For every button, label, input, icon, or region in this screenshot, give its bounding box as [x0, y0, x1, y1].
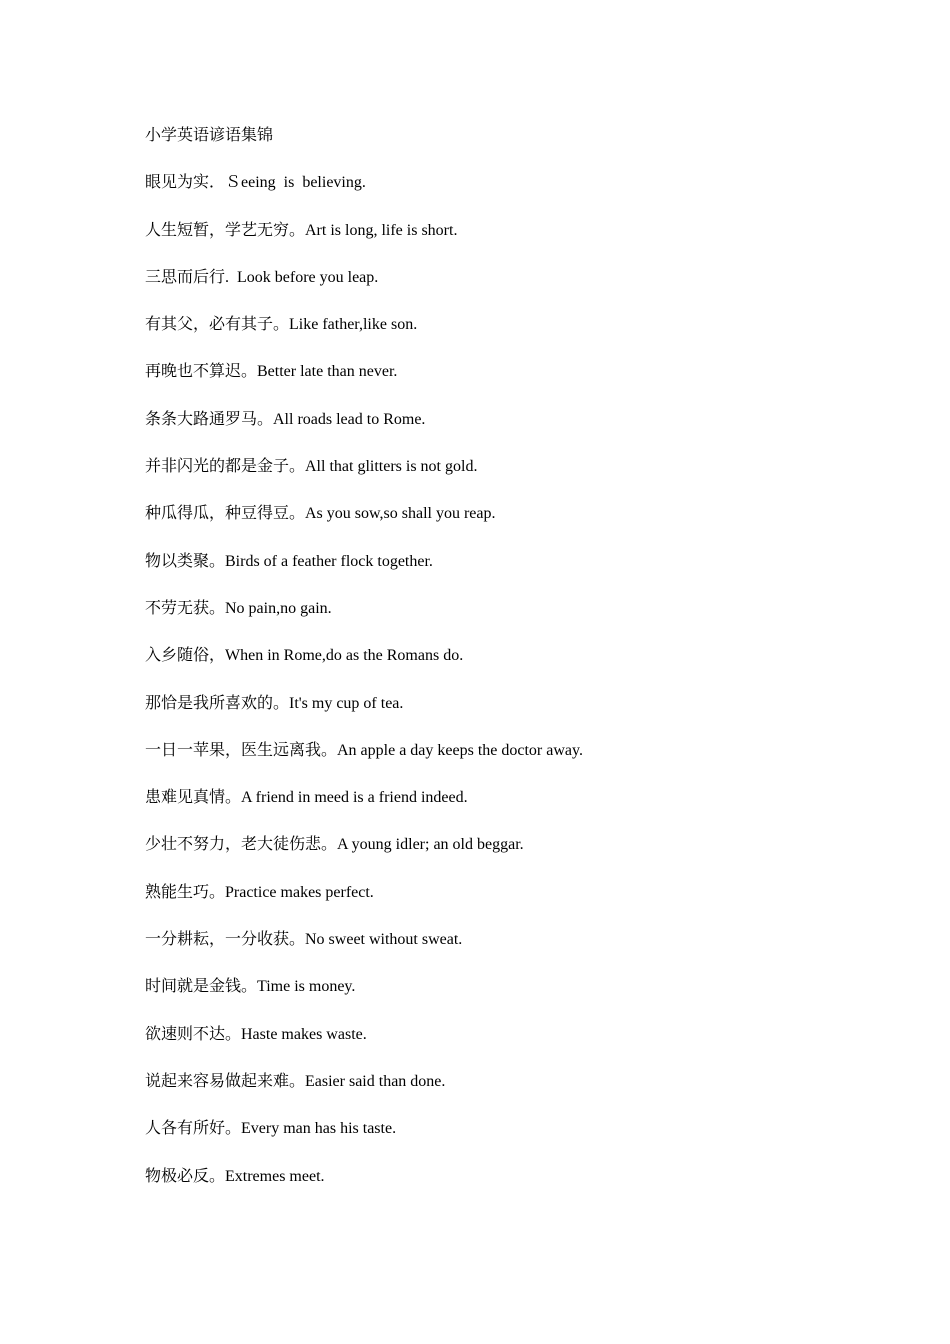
proverb-line-18: 时间就是金钱。Time is money. [145, 978, 356, 996]
proverb-line-20: 说起来容易做起来难。Easier said than done. [145, 1072, 446, 1090]
proverb-line-5: 再晚也不算迟。Better late than never. [145, 363, 398, 381]
proverb-line-6: 条条大路通罗马。All roads lead to Rome. [145, 410, 426, 428]
proverb-line-10: 不劳无获。No pain,no gain. [145, 599, 332, 617]
proverb-line-12: 那恰是我所喜欢的。It's my cup of tea. [145, 694, 404, 712]
document-title: 小学英语谚语集锦 [145, 127, 274, 144]
proverb-line-21: 人各有所好。Every man has his taste. [145, 1120, 397, 1138]
proverb-line-14: 患难见真情。A friend in meed is a friend indeed. [145, 789, 468, 807]
proverb-line-13: 一日一苹果，医生远离我。An apple a day keeps the doctor away. [145, 741, 583, 759]
document-body [145, 124, 865, 1212]
proverb-line-17: 一分耕耘，一分收获。No sweet without sweat. [145, 931, 463, 949]
proverb-line-16: 熟能生巧。Practice makes perfect. [145, 883, 374, 901]
proverb-line-2: 人生短暂，学艺无穷。Art is long, life is short. [145, 221, 458, 239]
proverb-line-1: 眼见为实．Ｓeeing is believing. [145, 174, 366, 192]
proverb-line-19: 欲速则不达。Haste makes waste. [145, 1025, 367, 1043]
proverb-line-11: 入乡随俗，When in Rome,do as the Romans do. [145, 647, 464, 665]
proverb-line-9: 物以类聚。Birds of a feather flock together. [145, 552, 433, 570]
proverb-line-7: 并非闪光的都是金子。All that glitters is not gold. [145, 458, 478, 476]
proverb-line-8: 种瓜得瓜，种豆得豆。As you sow,so shall you reap. [145, 505, 496, 523]
proverb-line-3: 三思而后行. Look before you leap. [145, 268, 379, 286]
proverb-line-22: 物极必反。Extremes meet. [145, 1167, 325, 1185]
proverb-line-4: 有其父，必有其子。Like father,like son. [145, 316, 418, 334]
proverb-line-15: 少壮不努力，老大徒伤悲。A young idler; an old beggar. [145, 836, 524, 854]
